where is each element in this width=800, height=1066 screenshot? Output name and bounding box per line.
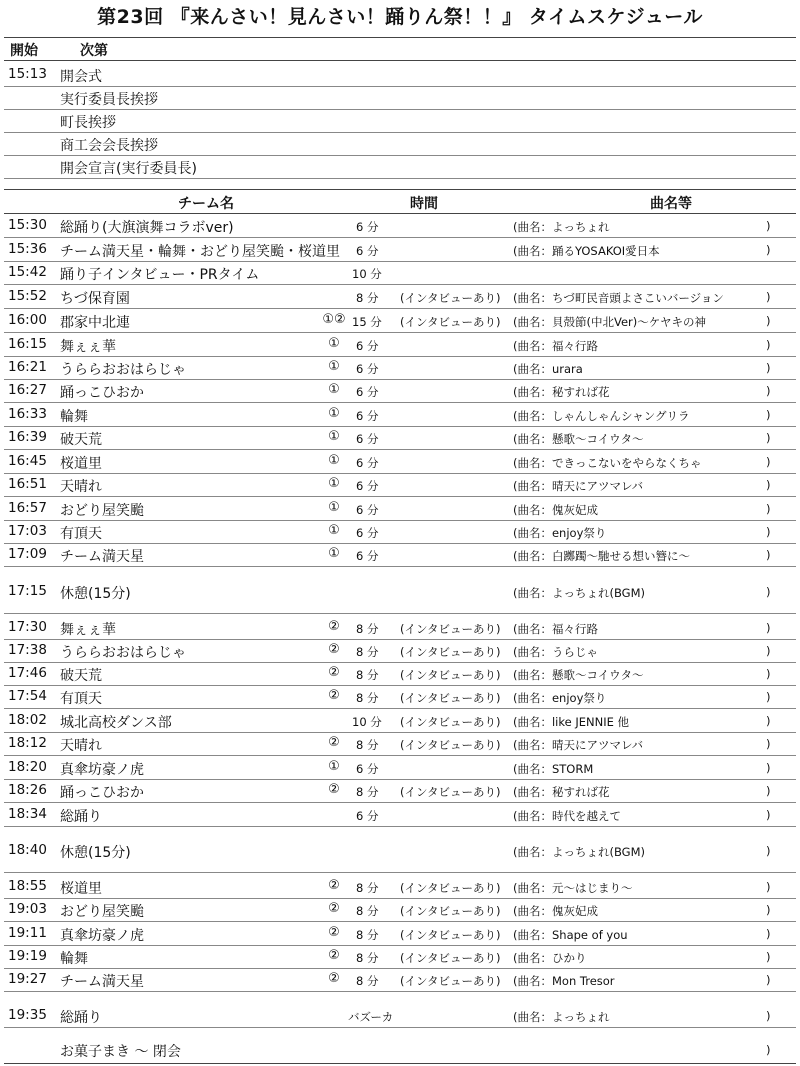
row-duration: 6 分 [356, 526, 379, 540]
row-time: 18:20 [8, 759, 47, 775]
row-rule [4, 991, 796, 992]
ceremony-item: 商工会会長挨拶 [60, 138, 158, 154]
row-team: 破天荒 [60, 668, 102, 684]
row-time: 16:39 [8, 429, 47, 445]
song-close-paren: ) [766, 408, 771, 422]
round-mark: ① [328, 546, 340, 561]
row-time: 17:09 [8, 546, 47, 562]
row-duration: 8 分 [356, 622, 379, 636]
ceremony-row-rule [4, 155, 796, 156]
song-name: (曲名：晴天にアツマレバ [513, 479, 644, 493]
row-time: 17:30 [8, 619, 47, 635]
song-close-paren: ) [766, 585, 771, 599]
row-team: 休憩(15分) [60, 845, 131, 861]
song-name: (曲名：時代を越えて [513, 809, 621, 823]
ceremony-item: 実行委員長挨拶 [60, 92, 158, 108]
song-name: (曲名：Mon Tresor [513, 974, 615, 988]
song-close-paren: ) [766, 290, 771, 304]
row-rule [4, 496, 796, 497]
song-close-paren: ) [766, 973, 771, 987]
row-rule [4, 639, 796, 640]
song-name: (曲名：よっちょれ(BGM) [513, 845, 645, 859]
ceremony-row-rule [4, 178, 796, 179]
song-name: (曲名：よっちょれ(BGM) [513, 586, 645, 600]
row-time: 18:55 [8, 878, 47, 894]
round-mark: ② [328, 642, 340, 657]
row-time: 17:03 [8, 523, 47, 539]
row-time: 16:21 [8, 359, 47, 375]
song-name: (曲名：urara [513, 362, 583, 376]
song-name: (曲名：秘すれば花 [513, 785, 610, 799]
row-team: 舞ぇぇ華 [60, 339, 116, 355]
song-close-paren: ) [766, 644, 771, 658]
song-close-paren: ) [766, 338, 771, 352]
interview-note: (インタビューあり) [400, 738, 501, 752]
song-close-paren: ) [766, 548, 771, 562]
interview-note: (インタビューあり) [400, 715, 501, 729]
song-close-paren: ) [766, 903, 771, 917]
song-name: (曲名：しゃんしゃんシャングリラ [513, 409, 690, 423]
row-duration: 8 分 [356, 738, 379, 752]
row-team: おどり屋笑颱 [60, 904, 144, 920]
song-close-paren: ) [766, 361, 771, 375]
row-duration: 6 分 [356, 362, 379, 376]
row-rule [4, 261, 796, 262]
song-name: (曲名：傀灰妃成 [513, 503, 598, 517]
start-column-header: 開始 [10, 43, 38, 59]
row-rule [4, 237, 796, 238]
row-duration: 6 分 [356, 503, 379, 517]
row-rule [4, 945, 796, 946]
song-name: (曲名：傀灰妃成 [513, 904, 598, 918]
round-mark: ① [328, 523, 340, 538]
row-team: 桜道里 [60, 456, 102, 472]
row-time: 17:54 [8, 688, 47, 704]
row-team: ちづ保育園 [60, 291, 130, 307]
row-rule [4, 1027, 796, 1028]
song-close-paren: ) [766, 927, 771, 941]
song-column-header: 曲名等 [650, 196, 692, 212]
row-time: 19:03 [8, 901, 47, 917]
song-close-paren: ) [766, 314, 771, 328]
song-close-paren: ) [766, 455, 771, 469]
song-close-paren: ) [766, 714, 771, 728]
row-time: 17:38 [8, 642, 47, 658]
round-mark: ② [328, 782, 340, 797]
row-duration: 6 分 [356, 432, 379, 446]
song-name: (曲名：元～はじまり～ [513, 881, 633, 895]
interview-note: (インタビューあり) [400, 785, 501, 799]
song-close-paren: ) [766, 880, 771, 894]
song-name: (曲名：できっこないをやらなくちゃ [513, 456, 702, 470]
row-team: うららおおはらじゃ [60, 362, 186, 378]
song-name: (曲名：秘すれば花 [513, 385, 610, 399]
row-time: 16:00 [8, 312, 47, 328]
song-close-paren: ) [766, 243, 771, 257]
row-time: 15:36 [8, 241, 47, 257]
round-mark: ① [328, 429, 340, 444]
row-rule [4, 332, 796, 333]
row-time: 18:02 [8, 712, 47, 728]
row-duration: 6 分 [356, 479, 379, 493]
round-mark: ② [328, 925, 340, 940]
row-time: 15:42 [8, 264, 47, 280]
row-duration: 6 分 [356, 339, 379, 353]
row-time: 16:15 [8, 336, 47, 352]
song-close-paren: ) [766, 621, 771, 635]
song-close-paren: ) [766, 219, 771, 233]
song-name: (曲名：うらじゃ [513, 645, 598, 659]
row-time: 15:30 [8, 217, 47, 233]
row-duration: 8 分 [356, 881, 379, 895]
row-rule [4, 802, 796, 803]
song-close-paren: ) [766, 1009, 771, 1023]
row-duration: 8 分 [356, 691, 379, 705]
row-time: 18:40 [8, 842, 47, 858]
row-duration: 10 分 [352, 267, 382, 281]
row-team: 天晴れ [60, 479, 102, 495]
row-time: 17:15 [8, 583, 47, 599]
interview-note: (インタビューあり) [400, 974, 501, 988]
row-duration: バズーカ [348, 1010, 394, 1024]
row-time: 19:11 [8, 925, 47, 941]
song-close-paren: ) [766, 950, 771, 964]
row-team: 破天荒 [60, 432, 102, 448]
ceremony-row-rule [4, 109, 796, 110]
row-rule [4, 449, 796, 450]
row-duration: 6 分 [356, 762, 379, 776]
row-duration: 6 分 [356, 456, 379, 470]
row-rule [4, 755, 796, 756]
header-bottom-rule [4, 60, 796, 61]
footer-rule [4, 1063, 796, 1064]
row-rule [4, 779, 796, 780]
round-mark: ① [328, 476, 340, 491]
row-team: チーム満天星 [60, 974, 144, 990]
round-mark: ① [328, 359, 340, 374]
row-duration: 8 分 [356, 951, 379, 965]
song-close-paren: ) [766, 844, 771, 858]
row-team: 郡家中北連 [60, 315, 130, 331]
row-team: 総踊り(大旗演舞コラボver) [60, 220, 234, 236]
row-rule [4, 566, 796, 567]
row-rule [4, 968, 796, 969]
row-rule [4, 308, 796, 309]
song-name: (曲名：懸歌～コイウタ～ [513, 432, 644, 446]
row-rule [4, 921, 796, 922]
song-close-paren: ) [766, 737, 771, 751]
round-mark: ② [328, 971, 340, 986]
song-name: (曲名：Shape of you [513, 928, 628, 942]
row-team: チーム満天星・輪舞・おどり屋笑颱・桜道里 [60, 244, 340, 260]
table-header-bottom-rule [4, 213, 796, 214]
song-name: (曲名：enjoy祭り [513, 526, 607, 540]
row-duration: 6 分 [356, 409, 379, 423]
row-team: 総踊り [60, 809, 102, 825]
row-rule [4, 520, 796, 521]
row-rule [4, 898, 796, 899]
row-time: 17:46 [8, 665, 47, 681]
row-team: 桜道里 [60, 881, 102, 897]
song-name: (曲名：晴天にアツマレバ [513, 738, 644, 752]
interview-note: (インタビューあり) [400, 928, 501, 942]
row-duration: 6 分 [356, 549, 379, 563]
row-time: 16:45 [8, 453, 47, 469]
song-name: (曲名：STORM [513, 762, 594, 776]
song-name: (曲名：懸歌～コイウタ～ [513, 668, 644, 682]
song-name: (曲名：福々行路 [513, 339, 598, 353]
row-rule [4, 284, 796, 285]
row-duration: 8 分 [356, 668, 379, 682]
row-team: 総踊り [60, 1010, 102, 1026]
row-duration: 6 分 [356, 244, 379, 258]
song-close-paren: ) [766, 667, 771, 681]
round-mark: ② [328, 948, 340, 963]
song-name: (曲名：踊るYOSAKOI愛日本 [513, 244, 660, 258]
table-header-top-rule [4, 189, 796, 190]
song-name: (曲名：よっちょれ [513, 220, 610, 234]
program-column-header: 次第 [80, 43, 108, 59]
row-time: 18:12 [8, 735, 47, 751]
ceremony-time: 15:13 [8, 66, 47, 82]
row-time: 18:34 [8, 806, 47, 822]
round-mark: ① [328, 453, 340, 468]
row-time: 16:33 [8, 406, 47, 422]
team-column-header: チーム名 [178, 196, 234, 212]
row-rule [4, 543, 796, 544]
song-name: (曲名：白躑躅～馳せる想い簪に～ [513, 549, 690, 563]
song-name: (曲名：like JENNIE 他 [513, 715, 630, 729]
row-duration: 8 分 [356, 645, 379, 659]
song-name: (曲名：福々行路 [513, 622, 598, 636]
round-mark: ① [328, 759, 340, 774]
round-mark: ① [328, 382, 340, 397]
row-time: 16:57 [8, 500, 47, 516]
ceremony-row-rule [4, 86, 796, 87]
song-close-paren: ) [766, 761, 771, 775]
row-team: 輪舞 [60, 951, 88, 967]
song-name: (曲名：enjoy祭り [513, 691, 607, 705]
interview-note: (インタビューあり) [400, 951, 501, 965]
row-duration: 8 分 [356, 785, 379, 799]
song-close-paren: ) [766, 478, 771, 492]
song-close-paren: ) [766, 384, 771, 398]
row-duration: 6 分 [356, 809, 379, 823]
row-time: 19:27 [8, 971, 47, 987]
row-rule [4, 872, 796, 873]
ceremony-item: 町長挨拶 [60, 115, 116, 131]
round-mark: ② [328, 901, 340, 916]
row-duration: 8 分 [356, 291, 379, 305]
row-team: 天晴れ [60, 738, 102, 754]
row-rule [4, 685, 796, 686]
round-mark: ② [328, 735, 340, 750]
row-team: 有頂天 [60, 526, 102, 542]
row-team: おどり屋笑颱 [60, 503, 144, 519]
row-duration: 8 分 [356, 904, 379, 918]
row-time: 16:27 [8, 382, 47, 398]
round-mark: ② [328, 688, 340, 703]
row-team: 舞ぇぇ華 [60, 622, 116, 638]
row-rule [4, 826, 796, 827]
interview-note: (インタビューあり) [400, 881, 501, 895]
row-team: 踊り子インタビュー・PRタイム [60, 267, 260, 283]
row-rule [4, 356, 796, 357]
row-time: 19:19 [8, 948, 47, 964]
row-duration: 8 分 [356, 974, 379, 988]
row-team: 真傘坊豪ノ虎 [60, 762, 144, 778]
row-team: 真傘坊豪ノ虎 [60, 928, 144, 944]
page-title: 第23回 『来んさい！見んさい！踊りん祭！！』 タイムスケジュール [97, 6, 703, 28]
row-team: 輪舞 [60, 409, 88, 425]
round-mark: ① [328, 406, 340, 421]
row-team: うららおおはらじゃ [60, 645, 186, 661]
header-top-rule [4, 37, 796, 38]
round-mark: ① [328, 500, 340, 515]
row-time: 16:51 [8, 476, 47, 492]
ceremony-item: 開会式 [60, 69, 102, 85]
interview-note: (インタビューあり) [400, 622, 501, 636]
row-rule [4, 732, 796, 733]
row-team: 城北高校ダンス部 [60, 715, 172, 731]
row-team: チーム満天星 [60, 549, 144, 565]
song-name: (曲名：ひかり [513, 951, 587, 965]
row-team: 踊っこひおか [60, 385, 144, 401]
interview-note: (インタビューあり) [400, 668, 501, 682]
row-rule [4, 662, 796, 663]
row-duration: 15 分 [352, 315, 382, 329]
interview-note: (インタビューあり) [400, 691, 501, 705]
row-rule [4, 473, 796, 474]
row-rule [4, 379, 796, 380]
round-mark: ①② [322, 312, 346, 327]
ceremony-row-rule [4, 132, 796, 133]
row-rule [4, 402, 796, 403]
interview-note: (インタビューあり) [400, 315, 501, 329]
song-name: (曲名：ちづ町民音頭よさこいバージョン [513, 291, 724, 305]
song-close-paren: ) [766, 502, 771, 516]
time-column-header: 時間 [410, 196, 438, 212]
song-name: (曲名：よっちょれ [513, 1010, 610, 1024]
song-close-paren: ) [766, 525, 771, 539]
row-time: 18:26 [8, 782, 47, 798]
row-team: 休憩(15分) [60, 586, 131, 602]
row-duration: 6 分 [356, 385, 379, 399]
row-rule [4, 426, 796, 427]
interview-note: (インタビューあり) [400, 291, 501, 305]
row-duration: 10 分 [352, 715, 382, 729]
row-duration: 8 分 [356, 928, 379, 942]
song-close-paren: ) [766, 1043, 771, 1057]
song-name: (曲名：貝殻節(中北Ver)～ケヤキの神 [513, 315, 707, 329]
row-team: お菓子まき ～ 閉会 [60, 1044, 181, 1060]
round-mark: ② [328, 665, 340, 680]
row-time: 15:52 [8, 288, 47, 304]
interview-note: (インタビューあり) [400, 645, 501, 659]
row-rule [4, 613, 796, 614]
round-mark: ② [328, 878, 340, 893]
interview-note: (インタビューあり) [400, 904, 501, 918]
song-close-paren: ) [766, 431, 771, 445]
song-close-paren: ) [766, 784, 771, 798]
row-duration: 6 分 [356, 220, 379, 234]
row-time: 19:35 [8, 1007, 47, 1023]
row-team: 踊っこひおか [60, 785, 144, 801]
round-mark: ① [328, 336, 340, 351]
row-rule [4, 708, 796, 709]
song-close-paren: ) [766, 808, 771, 822]
round-mark: ② [328, 619, 340, 634]
ceremony-item: 開会宣言(実行委員長) [60, 161, 197, 177]
row-team: 有頂天 [60, 691, 102, 707]
song-close-paren: ) [766, 690, 771, 704]
